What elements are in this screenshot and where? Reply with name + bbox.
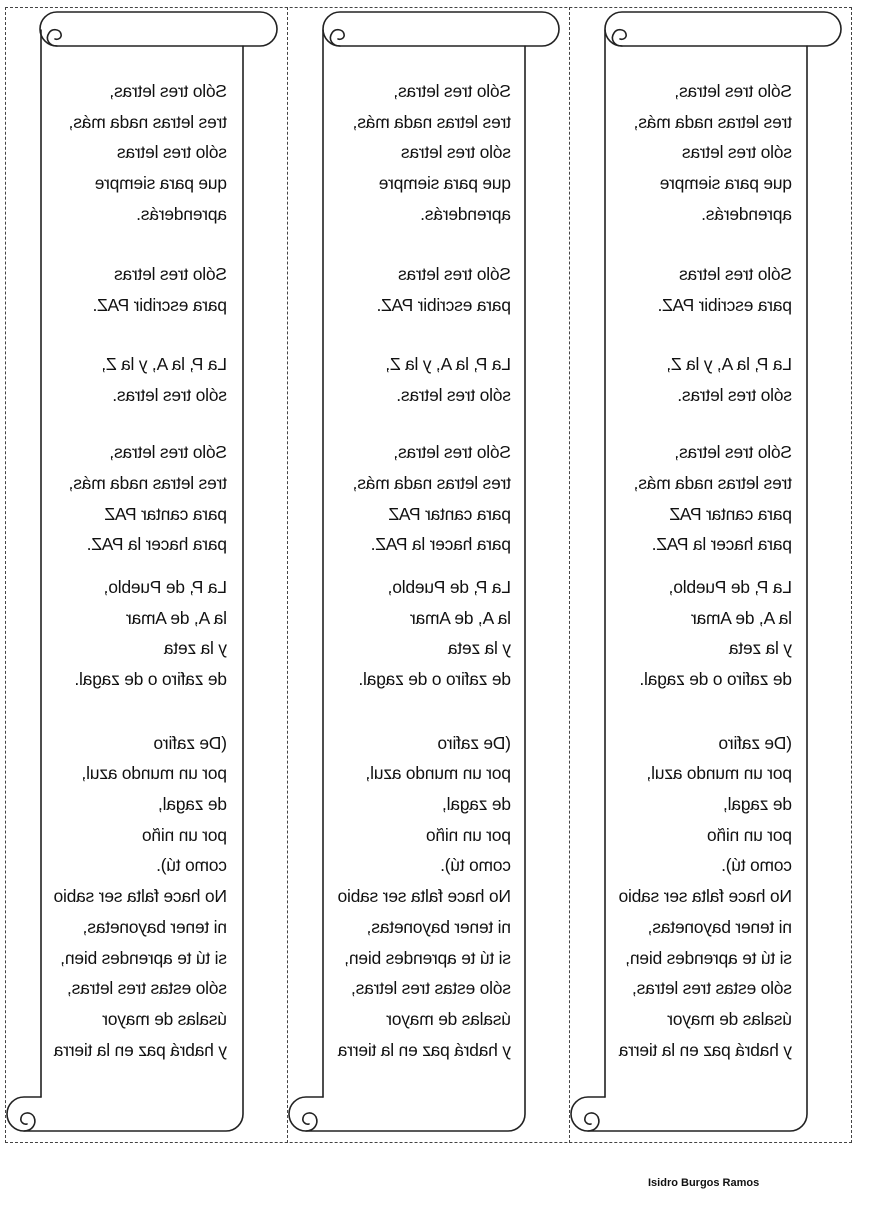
poem-line: y la zeta: [164, 638, 227, 659]
stanza-1: [321, 76, 511, 229]
poem-line: tres letras nada más,: [352, 111, 511, 132]
poem-line: sólo estas tres letras,: [632, 978, 792, 999]
poem-line: ni tener bayonetas,: [366, 916, 511, 937]
poem-line: para escribir PAZ.: [376, 295, 511, 316]
poem-line: tres letras nada más,: [68, 472, 227, 493]
poem-line: y habrá paz en la tierra: [337, 1039, 511, 1060]
poem-line: La P, de Pueblo,: [387, 576, 511, 597]
poem-line: para hacer la PAZ.: [370, 534, 511, 555]
poem-line: para escribir PAZ.: [92, 295, 227, 316]
poem-line: para hacer la PAZ.: [86, 534, 227, 555]
author-credit: Isidro Burgos Ramos: [648, 1177, 760, 1189]
poem-line: ni tener bayonetas,: [647, 916, 792, 937]
poem-line: úsalas de mayor: [667, 1008, 792, 1029]
poem-line: aprenderás.: [136, 203, 227, 224]
poem-line: (De zafiro: [718, 732, 792, 753]
poem-line: (De zafiro: [153, 732, 227, 753]
poem-line: si tú te aprendes bien,: [60, 947, 227, 968]
poem-line: si tú te aprendes bien,: [625, 947, 792, 968]
stanza-3: [321, 349, 511, 410]
poem-line: tres letras nada más,: [68, 111, 227, 132]
poem-line: de zafiro o de zagal.: [74, 669, 227, 689]
poem-line: Sólo tres letras,: [674, 442, 792, 463]
poem-line: Sólo tres letras,: [674, 81, 792, 101]
stanza-4: [321, 437, 511, 560]
poem-line: si tú te aprendes bien,: [344, 947, 511, 968]
stanza-2: [321, 259, 511, 320]
poem-line: y la zeta: [448, 638, 511, 659]
poem-line: de zagal,: [723, 794, 792, 815]
poem-line: La P, de Pueblo,: [103, 576, 227, 597]
poem-line: Sólo tres letras: [679, 264, 792, 285]
poem-line: La P, de Pueblo,: [668, 576, 792, 597]
poem-line: La P, la A, y la Z,: [101, 353, 227, 374]
stanza-3: [37, 349, 227, 410]
stanza-1: [37, 76, 227, 229]
stanza-5: [321, 572, 511, 695]
poem-line: Sólo tres letras: [114, 264, 227, 285]
poem-line: que para siempre: [94, 173, 227, 194]
poem-line: No hace falta ser sabio: [337, 886, 511, 907]
poem-line: La P, la A, y la Z,: [666, 353, 792, 374]
poem-line: Sólo tres letras,: [393, 442, 511, 463]
poem-line: sólo tres letras.: [112, 384, 227, 405]
poem-line: como tú).: [721, 855, 792, 876]
poem-line: como tú).: [156, 855, 227, 876]
poem-line: que para siempre: [378, 173, 511, 194]
stanza-6: [37, 728, 227, 1066]
poem-line: sólo tres letras: [401, 142, 511, 163]
poem-line: sólo tres letras: [682, 142, 792, 163]
poem-line: úsalas de mayor: [102, 1008, 227, 1029]
poem-copy-2: [321, 76, 511, 1065]
stanza-4: [602, 437, 792, 560]
poem-line: y habrá paz en la tierra: [53, 1039, 227, 1060]
poem-line: como tú).: [440, 855, 511, 876]
poem-line: sólo estas tres letras,: [351, 978, 511, 999]
poem-line: sólo tres letras.: [396, 384, 511, 405]
poem-line: tres letras nada más,: [633, 472, 792, 493]
poem-line: de zagal,: [158, 794, 227, 815]
poem-line: No hace falta ser sabio: [53, 886, 227, 907]
poem-line: por un mundo azul,: [81, 763, 227, 784]
poem-line: la A, de Amar: [410, 607, 511, 628]
poem-line: de zafiro o de zagal.: [358, 669, 511, 689]
poem-line: para escribir PAZ.: [657, 295, 792, 316]
stanza-2: [602, 259, 792, 320]
poem-line: para cantar PAZ: [104, 503, 227, 524]
stanza-5: [602, 572, 792, 695]
poem-copy-1: [37, 76, 227, 1065]
poem-line: Sólo tres letras,: [109, 81, 227, 101]
poem-line: de zafiro o de zagal.: [639, 669, 792, 689]
stanza-4: [37, 437, 227, 560]
stanza-6: [602, 728, 792, 1066]
poem-line: La P, la A, y la Z,: [385, 353, 511, 374]
poem-line: y habrá paz en la tierra: [618, 1039, 792, 1060]
poem-line: sólo estas tres letras,: [67, 978, 227, 999]
poem-line: Sólo tres letras: [398, 264, 511, 285]
poem-line: y la zeta: [729, 638, 792, 659]
poem-line: úsalas de mayor: [386, 1008, 511, 1029]
poem-line: por un niño: [426, 824, 511, 845]
poem-line: la A, de Amar: [126, 607, 227, 628]
poem-line: por un mundo azul,: [365, 763, 511, 784]
poem-copy-3: [602, 76, 792, 1065]
poem-line: sólo tres letras.: [677, 384, 792, 405]
poem-line: aprenderás.: [420, 203, 511, 224]
poem-line: por un niño: [142, 824, 227, 845]
poem-line: la A, de Amar: [691, 607, 792, 628]
stanza-5: [37, 572, 227, 695]
poem-line: sólo tres letras: [117, 142, 227, 163]
poem-line: Sólo tres letras,: [109, 442, 227, 463]
poem-line: de zagal,: [442, 794, 511, 815]
stanza-3: [602, 349, 792, 410]
poem-line: que para siempre: [659, 173, 792, 194]
stanza-6: [321, 728, 511, 1066]
poem-line: por un niño: [707, 824, 792, 845]
stanza-2: [37, 259, 227, 320]
poem-line: tres letras nada más,: [352, 472, 511, 493]
poem-line: para cantar PAZ: [669, 503, 792, 524]
poem-line: tres letras nada más,: [633, 111, 792, 132]
poem-line: ni tener bayonetas,: [82, 916, 227, 937]
poem-line: No hace falta ser sabio: [618, 886, 792, 907]
poem-line: (De zafiro: [437, 732, 511, 753]
poem-line: por un mundo azul,: [646, 763, 792, 784]
stanza-1: [602, 76, 792, 229]
poem-line: para cantar PAZ: [388, 503, 511, 524]
poem-line: para hacer la PAZ.: [651, 534, 792, 555]
poem-line: Sólo tres letras,: [393, 81, 511, 101]
poem-line: aprenderás.: [701, 203, 792, 224]
